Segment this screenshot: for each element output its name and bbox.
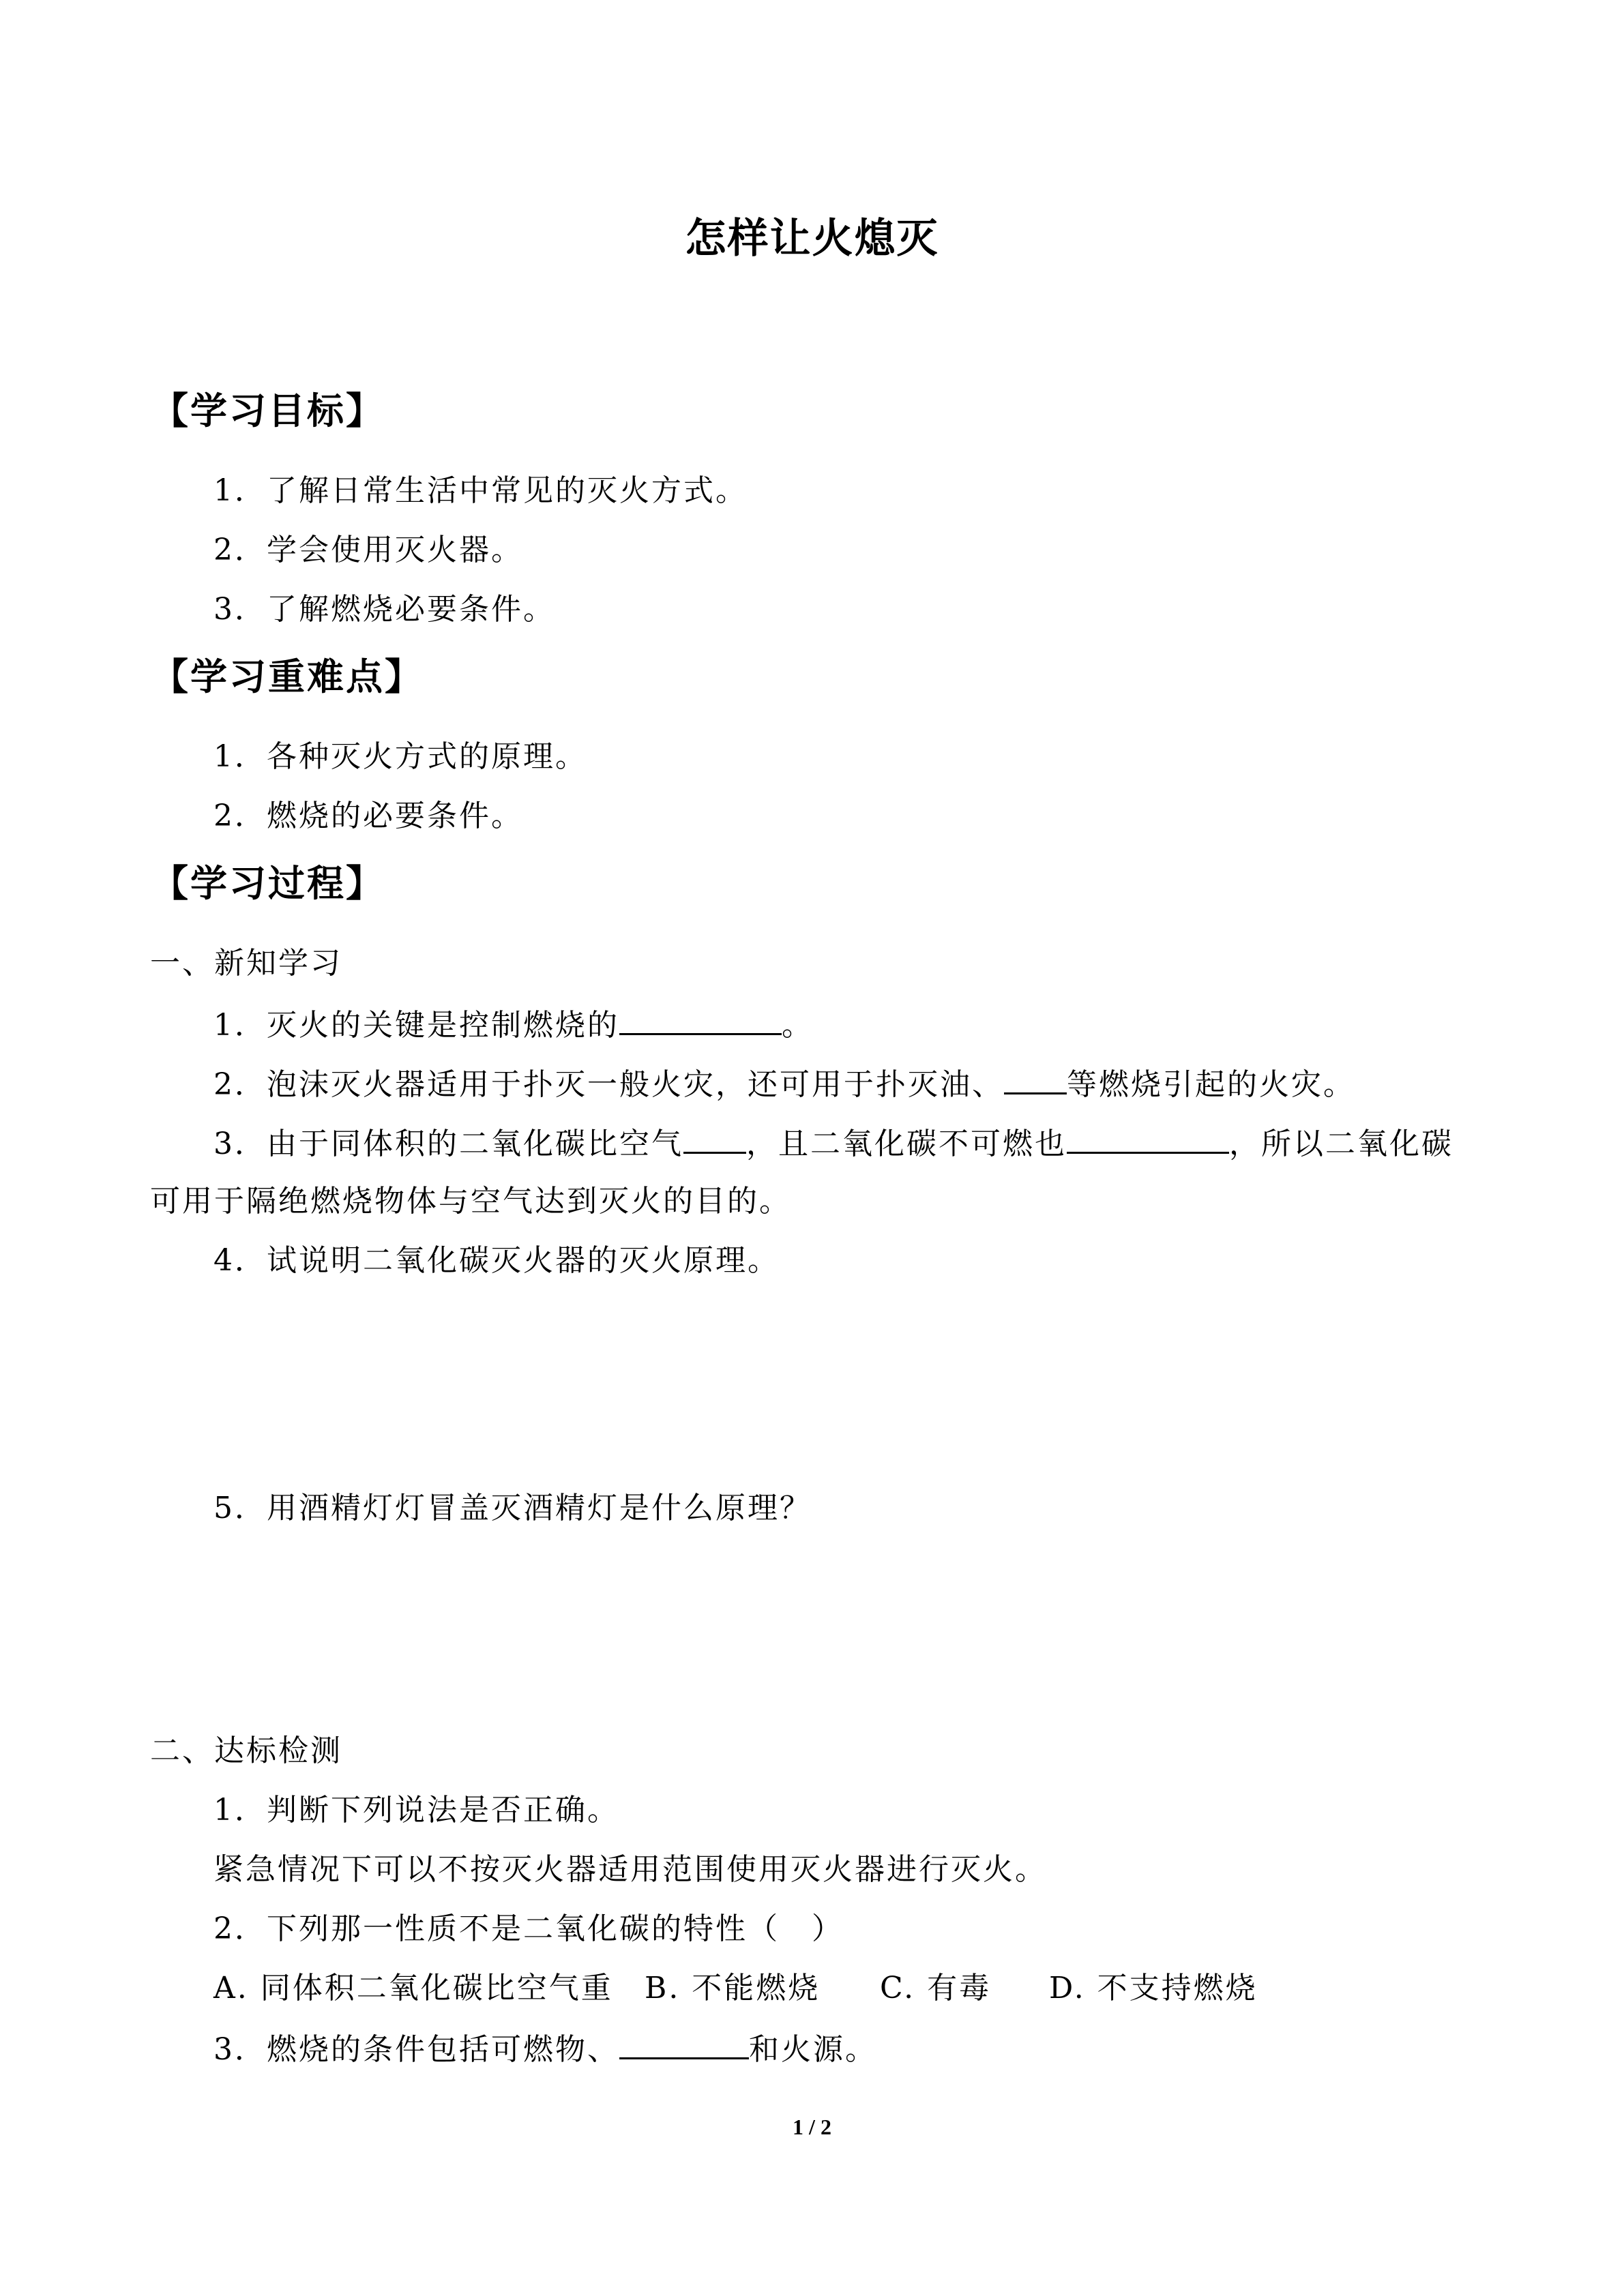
question-4: 4．试说明二氧化碳灭火器的灭火原理。 (213, 1243, 780, 1278)
answer-blank[interactable] (683, 1122, 746, 1154)
goal-item: 3．了解燃烧必要条件。 (213, 592, 555, 627)
answer-blank[interactable] (619, 2027, 749, 2059)
process-heading: 【学习过程】 (151, 862, 385, 905)
test-statement: 紧急情况下可以不按灭火器适用范围使用灭火器进行灭火。 (213, 1852, 1047, 1887)
test-question-2-options (213, 1968, 1258, 2009)
option-c: C. 有毒 (880, 1971, 992, 2006)
part1-label: 一、新知学习 (150, 946, 342, 981)
answer-blank[interactable] (1067, 1122, 1229, 1154)
key-points-heading: 【学习重难点】 (151, 655, 424, 698)
answer-blank[interactable] (1004, 1062, 1067, 1094)
page-title: 怎样让火熄灭 (685, 215, 939, 263)
option-d: D. 不支持燃烧 (1049, 1971, 1258, 2006)
answer-blank[interactable] (619, 1003, 782, 1035)
page-number: 1 / 2 (793, 2115, 831, 2139)
part2-label: 二、达标检测 (150, 1733, 342, 1768)
goal-item: 2．学会使用灭火器。 (213, 533, 523, 567)
question-3: 3．由于同体积的二氧化碳比空气 ，且二氧化碳不可燃也 ，所以二氧化碳 (213, 1122, 1453, 1165)
key-point-item: 2．燃烧的必要条件。 (213, 799, 523, 833)
question-2: 2．泡沫灭火器适用于扑灭一般火灾，还可用于扑灭油、 等燃烧引起的火灾。 (213, 1062, 1355, 1105)
goal-item: 1．了解日常生活中常见的灭火方式。 (213, 473, 748, 508)
goals-heading: 【学习目标】 (151, 389, 385, 432)
option-a: A. 同体积二氧化碳比空气重 (213, 1971, 613, 2006)
question-3-continued: 可用于隔绝燃烧物体与空气达到灭火的目的。 (150, 1184, 791, 1219)
test-question-1: 1．判断下列说法是否正确。 (213, 1793, 619, 1828)
question-1: 1．灭火的关键是控制燃烧的 。 (213, 1003, 814, 1046)
test-question-3: 3．燃烧的条件包括可燃物、 和火源。 (213, 2027, 877, 2070)
test-question-2: 2．下列那一性质不是二氧化碳的特性（ ） (213, 1911, 844, 1946)
option-b: B. 不能燃烧 (645, 1971, 821, 2006)
key-point-item: 1．各种灭火方式的原理。 (213, 739, 587, 774)
question-5: 5．用酒精灯灯冒盖灭酒精灯是什么原理？ (213, 1491, 812, 1525)
